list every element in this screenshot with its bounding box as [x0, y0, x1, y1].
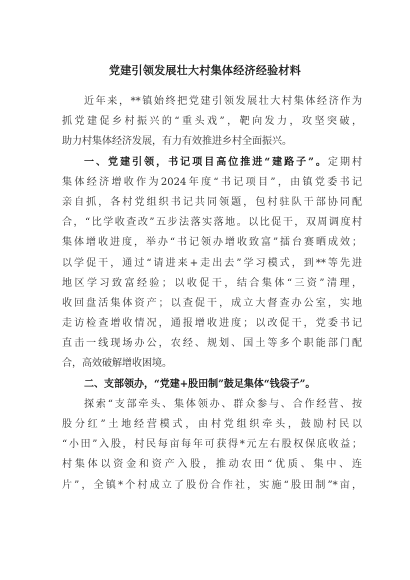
section-heading: 一、党建引领，书记项目高位推进“建路子”。 [84, 156, 328, 168]
section-heading: 二、支部领办，“党建+股田制”鼓足集体“钱袋子”。 [84, 378, 316, 390]
paragraph-line: 助力村集体经济发展，有力有效推进乡村全面振兴。 [62, 136, 292, 148]
paragraph-line: 直击一线现场办公，农经、规划、国土等多个职能部门配 [62, 338, 362, 350]
document-title: 党建引领发展壮大村集体经济经验材料 [108, 64, 302, 77]
paragraph-line: 抓党建促乡村振兴的“重头戏”，靶向发力，攻坚突破， [62, 116, 362, 128]
paragraph-line: 亲自抓，各村党组织书记共同领题，包村驻队干部协同配 [62, 196, 362, 208]
paragraph-line: “小田”入股，村民每亩每年可获得*元左右股权保底收益； [62, 439, 362, 451]
paragraph-line: 集体经济增收作为2024年度“书记项目”，由镇党委书记 [62, 176, 362, 188]
paragraph-line: 合，高效破解增收困境。 [62, 358, 172, 370]
paragraph-line: 股分红”土地经营模式，由村党组织牵头，鼓励村民以 [62, 419, 362, 430]
paragraph-line: 近年来，**镇始终把党建引领发展壮大村集体经济作为 [84, 96, 362, 107]
document-body [62, 92, 362, 496]
paragraph-line: 以学促干，通过“请进来+走出去”学习模式，到**等先进 [62, 257, 362, 269]
paragraph-line: 片”，全镇*个村成立了股份合作社，实施“股田制”*亩， [62, 479, 362, 491]
section-heading-line [62, 153, 362, 173]
paragraph-line: 地区学习致富经验；以收促干，结合集体“三资”清理， [62, 277, 362, 289]
paragraph-line: 走访检查增收情况，通报增收进度；以改促干，党委书记 [62, 318, 362, 330]
paragraph-line: 探索“支部牵头、集体领办、群众参与、合作经营、按 [84, 398, 362, 410]
paragraph-line: 集体增收进度，举办“书记领办增收致富”擂台赛晒成效； [62, 237, 362, 249]
paragraph-line: 合，“比学收查改”五步法落实落地。以比促干，双周调度村 [62, 217, 362, 229]
paragraph-line: 收回盘活集体资产；以查促干，成立大督查办公室，实地 [62, 297, 362, 309]
paragraph-text: 定期村 [327, 156, 362, 168]
paragraph-line: 村集体以资金和资产入股，推动农田“优质、集中、连 [62, 459, 362, 471]
